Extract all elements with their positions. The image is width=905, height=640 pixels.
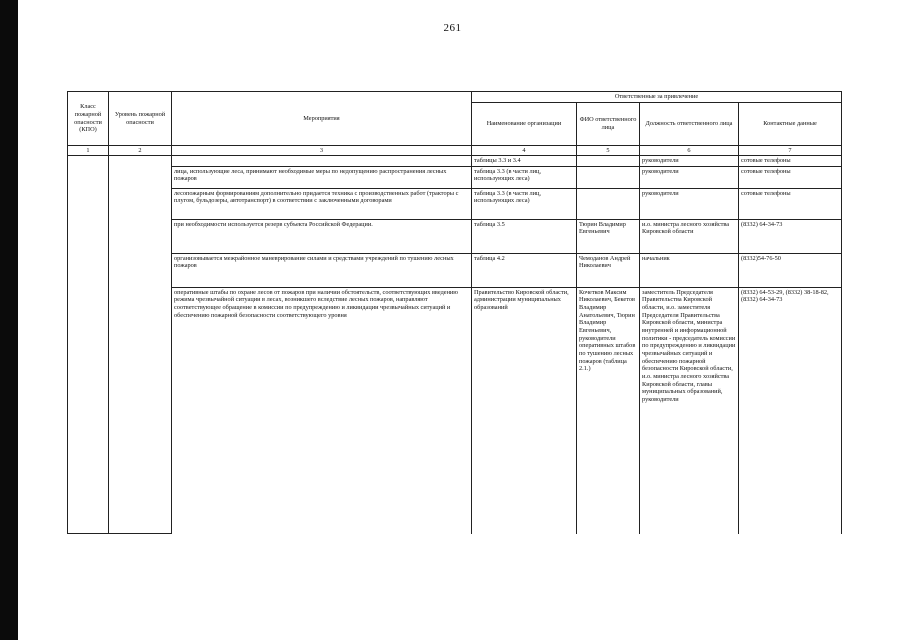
position-cell: руководители bbox=[640, 156, 739, 167]
table-row bbox=[68, 156, 842, 167]
column-number: 6 bbox=[640, 146, 739, 156]
table-row bbox=[68, 166, 842, 188]
header-organization: Наименование организации bbox=[472, 103, 577, 146]
table-row bbox=[68, 188, 842, 219]
column-number: 7 bbox=[739, 146, 842, 156]
column-number: 1 bbox=[68, 146, 109, 156]
header-measures: Мероприятия bbox=[172, 92, 472, 146]
contacts-cell: сотовые телефоны bbox=[739, 188, 842, 219]
full-name-cell bbox=[577, 166, 640, 188]
table-row bbox=[68, 287, 842, 534]
kpo-class-cell bbox=[68, 156, 109, 534]
organization-cell: таблица 3.3 (в части лиц, использующих леса) bbox=[472, 166, 577, 188]
header-contacts: Контактные данные bbox=[739, 103, 842, 146]
contacts-cell: сотовые телефоны bbox=[739, 156, 842, 167]
full-name-cell bbox=[577, 188, 640, 219]
column-number: 5 bbox=[577, 146, 640, 156]
position-cell: начальник bbox=[640, 253, 739, 287]
full-name-cell: Кочетков Максим Николаевич, Бекетов Владимир Анатольевич, Тюрин Владимир Евгеньевич, руководители оперативных штабов по тушению лесных пожаров (таблица 2.1.) bbox=[577, 287, 640, 534]
full-name-cell bbox=[577, 156, 640, 167]
scan-edge bbox=[0, 0, 18, 640]
contacts-cell: (8332) 64-34-73 bbox=[739, 219, 842, 253]
contacts-cell: (8332) 64-53-29, (8332) 38-18-82, (8332) 64-34-73 bbox=[739, 287, 842, 534]
header-kpo-class: Класс пожарной опасности (КПО) bbox=[68, 92, 109, 146]
measure-cell bbox=[172, 156, 472, 167]
column-number: 4 bbox=[472, 146, 577, 156]
position-cell: и.о. министра лесного хозяйства Кировской области bbox=[640, 219, 739, 253]
header-full-name: ФИО ответственного лица bbox=[577, 103, 640, 146]
table-row bbox=[68, 219, 842, 253]
position-cell: руководители bbox=[640, 188, 739, 219]
measure-cell: лица, использующие леса, принимают необходимые меры по недопущению распространения лесных пожаров bbox=[172, 166, 472, 188]
measure-cell: организовывается межрайонное маневрирование силами и средствами учреждений по тушению лесных пожаров bbox=[172, 253, 472, 287]
organization-cell: Правительство Кировской области, администрации муниципальных образований bbox=[472, 287, 577, 534]
contacts-cell: сотовые телефоны bbox=[739, 166, 842, 188]
full-name-cell: Чемоданов Андрей Николаевич bbox=[577, 253, 640, 287]
contacts-cell: (8332)54-76-50 bbox=[739, 253, 842, 287]
organization-cell: таблица 3.5 bbox=[472, 219, 577, 253]
measure-cell: при необходимости используется резерв субъекта Российской Федерации. bbox=[172, 219, 472, 253]
organization-cell: таблица 4.2 bbox=[472, 253, 577, 287]
measures-table bbox=[67, 91, 842, 534]
position-cell: заместитель Председателя Правительства Кировской области, и.о. заместителя Председателя Правительства Кировской области, министра внутренней и информационной политики - председатель комиссии по предупреждению и ликвидации чрезвычайных ситуаций и обеспечению пожарной безопасности Кировской области, и.о. министра лесного хозяйства Кировской области, главы муниципальных образований, руководители bbox=[640, 287, 739, 534]
header-fire-level: Уровень пожарной опасности bbox=[109, 92, 172, 146]
full-name-cell: Тюрин Владимир Евгеньевич bbox=[577, 219, 640, 253]
column-number: 3 bbox=[172, 146, 472, 156]
organization-cell: таблицы 3.3 и 3.4 bbox=[472, 156, 577, 167]
header-position: Должность ответственного лица bbox=[640, 103, 739, 146]
position-cell: руководители bbox=[640, 166, 739, 188]
fire-level-cell bbox=[109, 156, 172, 534]
table-row bbox=[68, 253, 842, 287]
measure-cell: оперативные штабы по охране лесов от пожаров при наличии обстоятельств, соответствующих введению режима чрезвычайной ситуации в лесах, возникшего вследствие лесных пожаров, направляют соответствующее обращение в комиссии по предупреждению и ликвидации чрезвычайных ситуаций и обеспечению пожарной безопасности соответствующего уровня bbox=[172, 287, 472, 534]
column-number: 2 bbox=[109, 146, 172, 156]
column-number-row bbox=[68, 146, 842, 156]
organization-cell: таблица 3.3 (в части лиц, использующих леса) bbox=[472, 188, 577, 219]
measure-cell: лесопожарным формированиям дополнительно придается техника с производственных работ (тракторы с плугом, бульдозеры, автотранспорт) в соответствии с заключенными договорами bbox=[172, 188, 472, 219]
header-responsible-group: Ответственные за привлечение bbox=[472, 92, 842, 103]
page-number: 261 bbox=[443, 22, 462, 34]
